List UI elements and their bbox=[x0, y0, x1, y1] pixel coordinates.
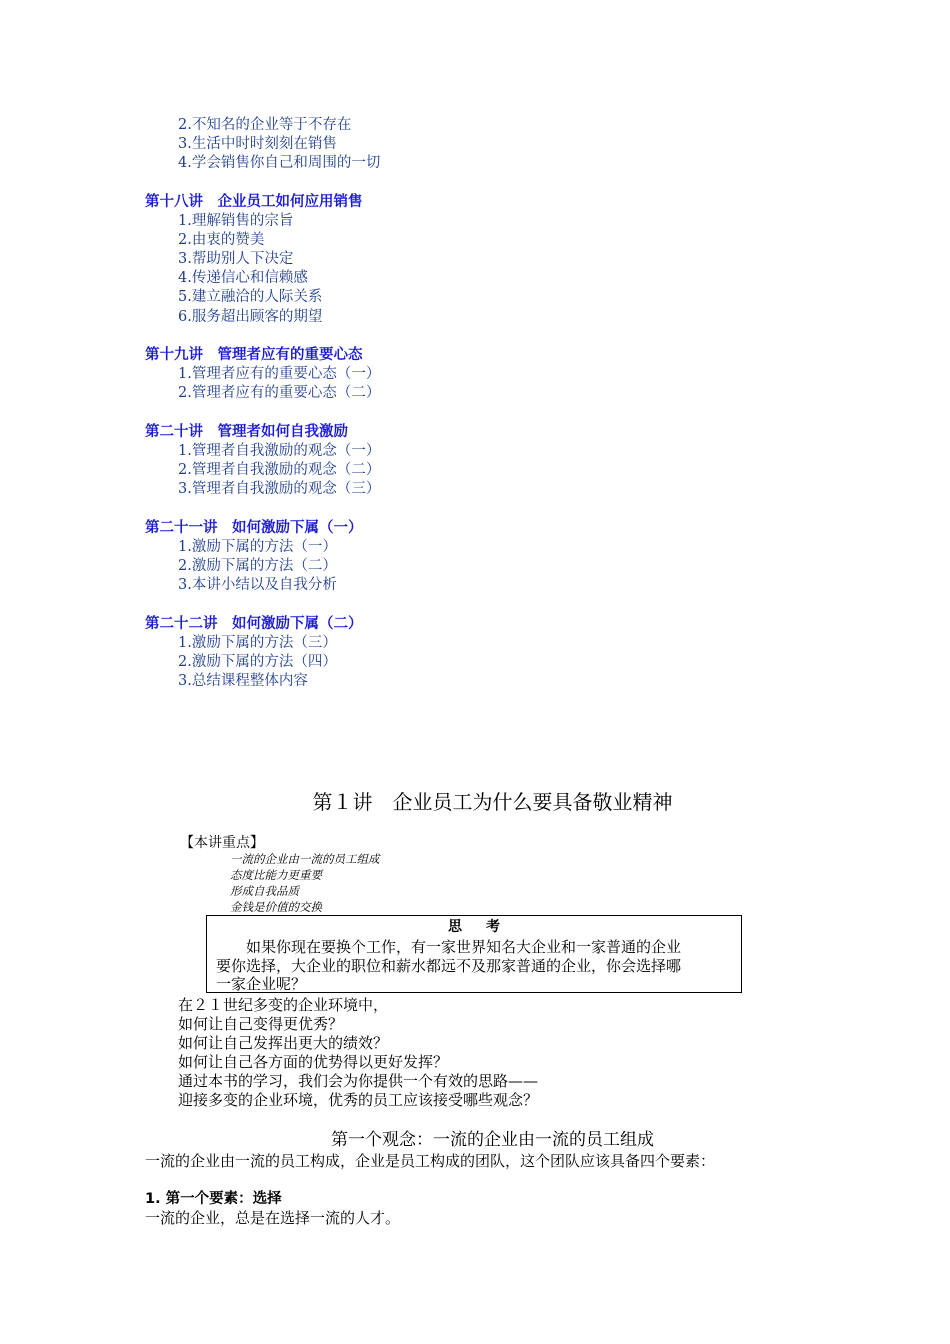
toc-item: 2.激励下属的方法（四） bbox=[178, 654, 337, 670]
think-line: 要你选择，大企业的职位和薪水都远不及那家普通的企业，你会选择哪 bbox=[216, 957, 682, 975]
toc-section-title: 第十八讲 企业员工如何应用销售 bbox=[145, 194, 363, 210]
toc-item: 4.传递信心和信赖感 bbox=[178, 270, 308, 286]
toc-item: 1.激励下属的方法（一） bbox=[178, 539, 337, 555]
intro-line: 如何让自己发挥出更大的绩效？ bbox=[178, 1034, 389, 1052]
sub-heading: 1. 第一个要素：选择 bbox=[145, 1191, 282, 1207]
toc-section-title: 第二十一讲 如何激励下属（一） bbox=[145, 520, 363, 536]
toc-item: 6.服务超出顾客的期望 bbox=[178, 309, 323, 325]
toc-item: 1.管理者自我激励的观念（一） bbox=[178, 443, 381, 459]
sub-text: 一流的企业，总是在选择一流的人才。 bbox=[145, 1209, 401, 1227]
toc-item: 5.建立融洽的人际关系 bbox=[178, 289, 323, 305]
lecture-title: 第１讲 企业员工为什么要具备敬业精神 bbox=[312, 790, 673, 814]
think-line: 一家企业呢？ bbox=[216, 975, 307, 993]
intro-line: 如何让自己各方面的优势得以更好发挥？ bbox=[178, 1053, 449, 1071]
toc-item: 3.本讲小结以及自我分析 bbox=[178, 577, 337, 593]
toc-item: 3.帮助别人下决定 bbox=[178, 251, 294, 267]
think-title: 思考 bbox=[448, 919, 524, 935]
key-point: 态度比能力更重要 bbox=[230, 868, 322, 882]
toc-section-title: 第十九讲 管理者应有的重要心态 bbox=[145, 347, 363, 363]
toc-item: 1.理解销售的宗旨 bbox=[178, 213, 294, 229]
toc-item: 2.激励下属的方法（二） bbox=[178, 558, 337, 574]
toc-section-title: 第二十讲 管理者如何自我激励 bbox=[145, 424, 348, 440]
toc-item: 1.管理者应有的重要心态（一） bbox=[178, 366, 381, 382]
toc-item: 3.总结课程整体内容 bbox=[178, 673, 308, 689]
toc-item: 2.管理者自我激励的观念（二） bbox=[178, 462, 381, 478]
key-point: 金钱是价值的交换 bbox=[230, 900, 322, 914]
key-points-heading: 【本讲重点】 bbox=[180, 835, 264, 851]
section-title: 第一个观念：一流的企业由一流的员工组成 bbox=[331, 1130, 654, 1150]
section-intro: 一流的企业由一流的员工构成，企业是员工构成的团队，这个团队应该具备四个要素： bbox=[145, 1152, 716, 1170]
toc-item: 3.管理者自我激励的观念（三） bbox=[178, 481, 381, 497]
intro-line: 如何让自己变得更优秀？ bbox=[178, 1015, 344, 1033]
toc-section-title: 第二十二讲 如何激励下属（二） bbox=[145, 616, 363, 632]
toc-item: 2.管理者应有的重要心态（二） bbox=[178, 385, 381, 401]
think-line: 如果你现在要换个工作，有一家世界知名大企业和一家普通的企业 bbox=[216, 938, 682, 956]
toc-item: 3.生活中时时刻刻在销售 bbox=[178, 136, 337, 152]
toc-item: 2.由衷的赞美 bbox=[178, 232, 265, 248]
intro-line: 通过本书的学习，我们会为你提供一个有效的思路—— bbox=[178, 1072, 539, 1090]
intro-line: 在２１世纪多变的企业环境中， bbox=[178, 996, 389, 1014]
think-box bbox=[206, 915, 742, 993]
intro-line: 迎接多变的企业环境，优秀的员工应该接受哪些观念？ bbox=[178, 1091, 539, 1109]
toc-item: 2.不知名的企业等于不存在 bbox=[178, 117, 352, 133]
key-point: 一流的企业由一流的员工组成 bbox=[230, 852, 380, 866]
toc-item: 1.激励下属的方法（三） bbox=[178, 635, 337, 651]
toc-item: 4.学会销售你自己和周围的一切 bbox=[178, 155, 381, 171]
key-point: 形成自我品质 bbox=[230, 884, 299, 898]
